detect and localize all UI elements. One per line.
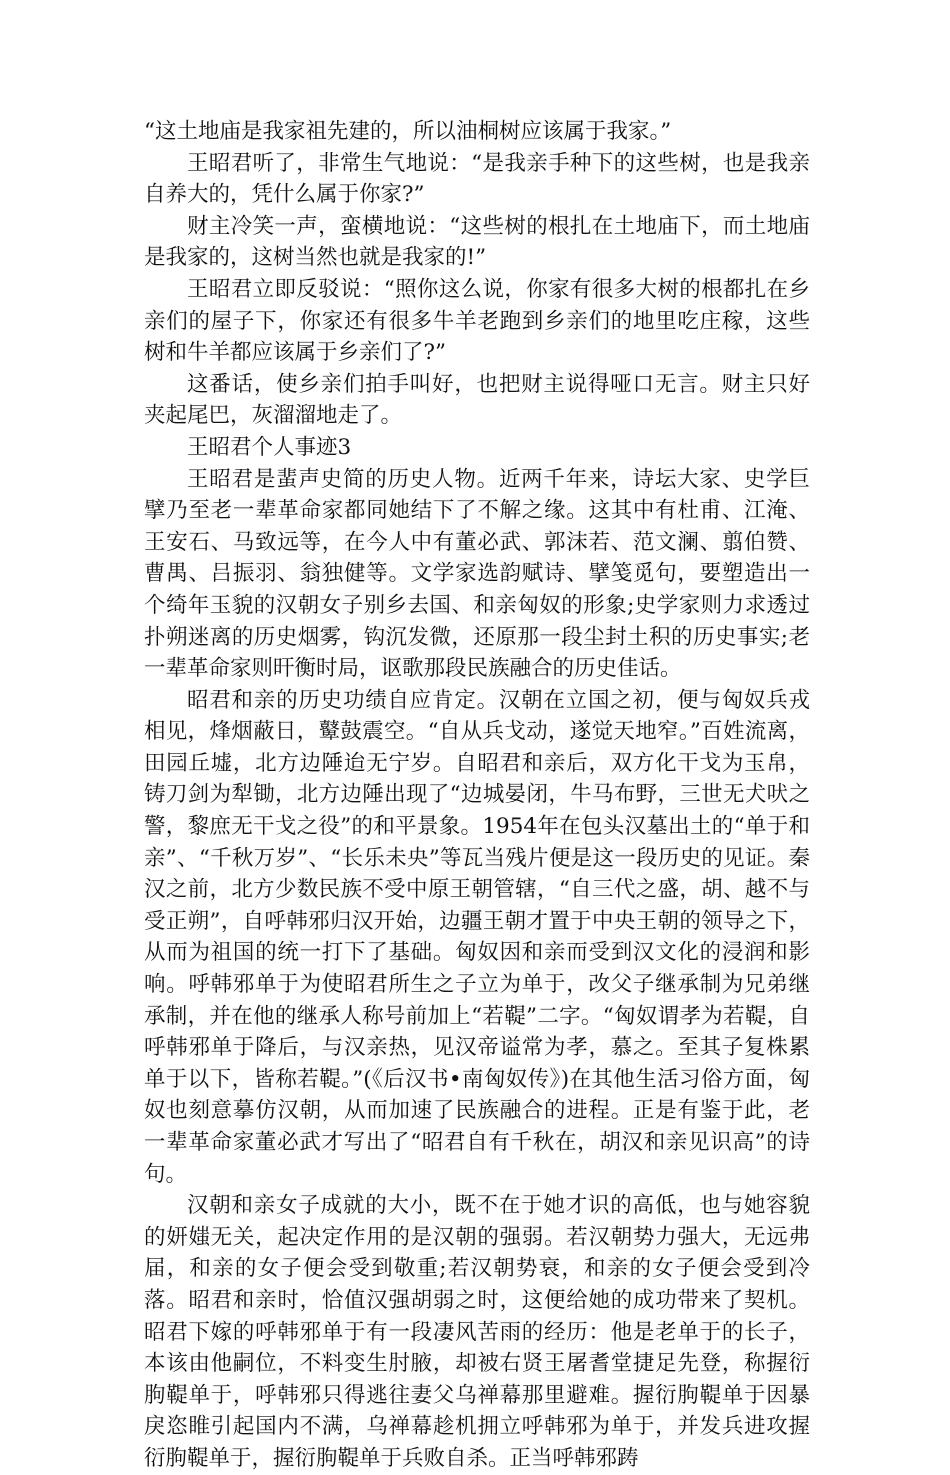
paragraph-9: 汉朝和亲女子成就的大小，既不在于她才识的高低，也与她容貌的妍媸无关，起决定作用的是汉朝的强弱。若汉朝势力强大，无远弗届，和亲的女子便会受到敬重;若汉朝势衰，和亲的女子便会受到冷落。昭君和亲时，恰值汉强胡弱之时，这便给她的成功带来了契机。昭君下嫁的呼韩邪单于有一段凄风苦雨的经历：他是老单于的长子，本该由他嗣位，不料变生肘腋，却被右贤王屠耆堂捷足先登，称握衍朐鞮单于，呼韩邪只得逃往妻父乌禅幕那里避难。握衍朐鞮单于因暴戾恣睢引起国内不满，乌禅幕趁机拥立呼韩邪为单于，并发兵进攻握衍朐鞮单于，握衍朐鞮单于兵败自杀。正当呼韩邪踌: [144, 1193, 810, 1471]
paragraph-7: 王昭君是蜚声史简的历史人物。近两千年来，诗坛大家、史学巨擘乃至老一辈革命家都同她结下了不解之缘。这其中有杜甫、江淹、王安石、马致远等，在今人中有董必武、郭沫若、范文澜、翦伯赞、曹禺、吕振羽、翁独健等。文学家选韵赋诗、擘笺觅句，要塑造出一个绮年玉貌的汉朝女子别乡去国、和亲匈奴的形象;史学家则力求透过扑朔迷离的历史烟雾，钩沉发微，还原那一段尘封土积的历史事实;老一辈革命家则旰衡时局，讴歌那段民族融合的历史佳话。: [144, 466, 810, 682]
paragraph-5: 这番话，使乡亲们拍手叫好，也把财主说得哑口无言。财主只好夹起尾巴，灰溜溜地走了。: [144, 371, 810, 429]
paragraph-2: 王昭君听了，非常生气地说：“是我亲手种下的这些树，也是我亲自养大的，凭什么属于你家?”: [144, 150, 810, 208]
section-heading: 王昭君个人事迹3: [187, 434, 352, 460]
paragraph-8: 昭君和亲的历史功绩自应肯定。汉朝在立国之初，便与匈奴兵戎相见，烽烟蔽日，鼙鼓震空。“自从兵戈动，遂觉天地窄。”百姓流离，田园丘墟，北方边陲迨无宁岁。自昭君和亲后，双方化干戈为玉帛，铸刀剑为犁锄，北方边陲出现了“边城晏闭，牛马布野，三世无犬吠之警，黎庶无干戈之役”的和平景象。1954年在包头汉墓出土的“单于和亲”、“千秋万岁”、“长乐未央”等瓦当残片便是这一段历史的见证。秦汉之前，北方少数民族不受中原王朝管辖，“自三代之盛，胡、越不与受正朔”，自呼韩邪归汉开始，边疆王朝才置于中央王朝的领导之下，从而为祖国的统一打下了基础。匈奴因和亲而受到汉文化的浸润和影响。呼韩邪单于为使昭君所生之子立为单于，改父子继承制为兄弟继承制，并在他的继承人称号前加上“若鞮”二字。“匈奴谓孝为若鞮，自呼韩邪单于降后，与汉亲热，见汉帝谥常为孝，慕之。至其子复株累单于以下，皆称若鞮。”(《后汉书•南匈奴传》)在其他生活习俗方面，匈奴也刻意摹仿汉朝，从而加速了民族融合的进程。正是有鉴于此，老一辈革命家董必武才写出了“昭君自有千秋在，胡汉和亲见识高”的诗句。: [144, 687, 810, 1187]
document-body: [144, 116, 810, 1475]
paragraph-4: 王昭君立即反驳说：“照你这么说，你家有很多大树的根都扎在乡亲们的屋子下，你家还有很多牛羊老跑到乡亲们的地里吃庄稼，这些树和牛羊都应该属于乡亲们了?”: [144, 276, 810, 366]
paragraph-1: “这土地庙是我家祖先建的，所以油桐树应该属于我家。”: [144, 119, 672, 144]
paragraph-3: 财主冷笑一声，蛮横地说：“这些树的根扎在土地庙下，而土地庙是我家的，这树当然也就是我家的!”: [144, 213, 810, 271]
